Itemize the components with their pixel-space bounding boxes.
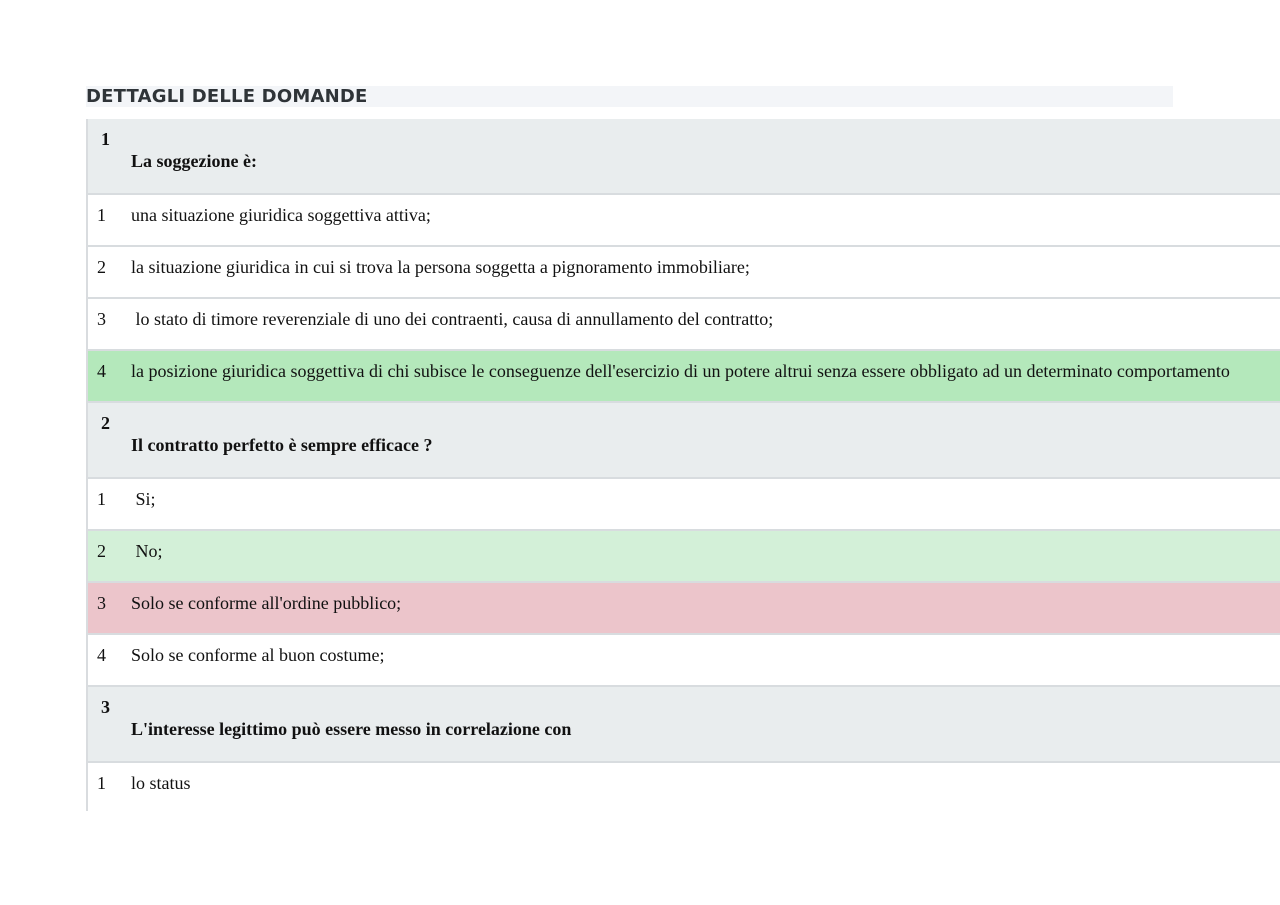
answer-text: Si; (131, 489, 156, 509)
answer-row (88, 195, 1280, 247)
answer-row-wrong (88, 583, 1280, 635)
question-row-1 (88, 119, 1280, 195)
answer-number: 1 (97, 773, 106, 793)
answer-text: No; (131, 541, 163, 561)
answer-text: la situazione giuridica in cui si trova la persona soggetta a pignoramento immobiliare; (131, 257, 750, 277)
answer-text: Solo se conforme al buon costume; (131, 645, 385, 665)
answer-row (88, 763, 1280, 811)
answer-number: 3 (97, 309, 106, 329)
answer-number: 1 (97, 489, 106, 509)
answer-number: 2 (97, 541, 106, 561)
answer-row (88, 635, 1280, 687)
section-header (86, 86, 1173, 107)
question-number: 1 (101, 129, 110, 149)
answer-number: 4 (97, 645, 106, 665)
answer-text: lo status (131, 773, 191, 793)
section-title: DETTAGLI DELLE DOMANDE (86, 86, 368, 107)
question-text: La soggezione è: (131, 151, 257, 171)
answer-row-correct (88, 531, 1280, 583)
answer-text: Solo se conforme all'ordine pubblico; (131, 593, 402, 613)
answer-number: 1 (97, 205, 106, 225)
question-text: Il contratto perfetto è sempre efficace ? (131, 435, 433, 455)
answer-number: 3 (97, 593, 106, 613)
answer-number: 4 (97, 361, 106, 381)
answer-row (88, 299, 1280, 351)
question-number: 3 (101, 697, 110, 717)
answer-text: la posizione giuridica soggettiva di chi subisce le conseguenze dell'esercizio di un potere altrui senza essere obbligato ad un determinato comportamento (131, 361, 1230, 381)
question-text: L'interesse legittimo può essere messo in correlazione con (131, 719, 572, 739)
question-row-3 (88, 687, 1280, 763)
answer-row-correct (88, 351, 1280, 403)
answer-row (88, 247, 1280, 299)
answer-row (88, 479, 1280, 531)
answer-text: lo stato di timore reverenziale di uno dei contraenti, causa di annullamento del contratto; (131, 309, 774, 329)
question-number: 2 (101, 413, 110, 433)
answer-number: 2 (97, 257, 106, 277)
question-row-2 (88, 403, 1280, 479)
answer-text: una situazione giuridica soggettiva attiva; (131, 205, 431, 225)
questions-table (86, 119, 1280, 811)
